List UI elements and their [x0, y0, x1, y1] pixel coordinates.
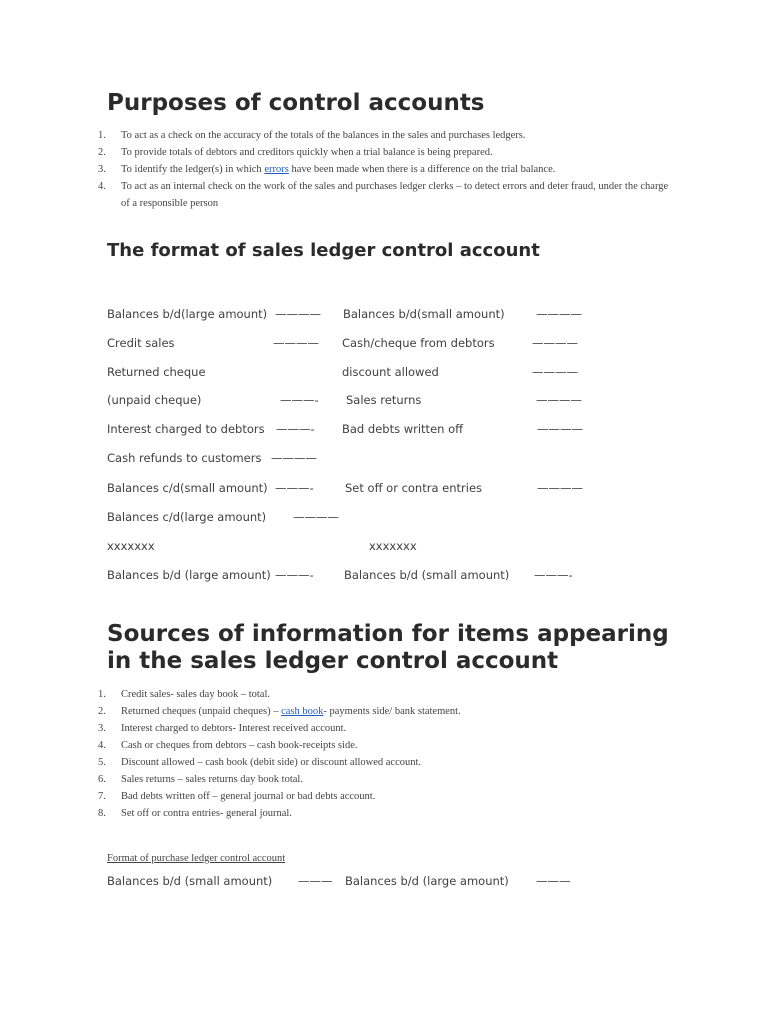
ledger-row-debit-dash: ———- [275, 481, 314, 495]
ledger-row-credit-label: Bad debts written off [342, 422, 464, 436]
list-item-text: Set off or contra entries- general journal. [121, 808, 292, 819]
ledger-row-credit-label: xxxxxxx [369, 539, 417, 553]
list-item-text: To provide totals of debtors and creditors quickly when a trial balance is being prepared. [121, 147, 493, 158]
ledger-row-credit-label: Balances b/d(small amount) [343, 307, 505, 321]
ledger-row-debit-dash: ———— [275, 307, 321, 321]
title-line-1: Sources of information for items appearing [107, 621, 669, 647]
section-title-sales-ledger-format: The format of sales ledger control account [107, 240, 540, 261]
section-title-sources [107, 621, 669, 675]
ledger-row-credit-dash: ———— [537, 481, 583, 495]
list-item: 1. Credit sales- sales day book – total. [98, 689, 271, 700]
ledger-row-debit-label: xxxxxxx [107, 539, 155, 553]
list-item: 3. To identify the ledger(s) in which errors have been made when there is a difference on the trial balance. [98, 164, 556, 175]
purchase-row-left-label: Balances b/d (small amount) [107, 874, 273, 888]
ledger-row-debit-label: Balances b/d(large amount) [107, 307, 268, 321]
ledger-row-debit-label: Balances b/d (large amount) [107, 568, 271, 582]
list-item-text: Interest charged to debtors- Interest received account. [121, 723, 347, 734]
cash-book-link[interactable]: cash book [281, 706, 324, 717]
ledger-row-debit-label: (unpaid cheque) [107, 393, 202, 407]
ledger-row-debit-dash: ———— [293, 510, 339, 524]
list-item-text: Cash or cheques from debtors – cash book-receipts side. [121, 740, 358, 751]
ledger-row-debit-dash: ———— [273, 336, 319, 350]
list-item: 7. Bad debts written off – general journal or bad debts account. [98, 791, 376, 802]
list-item: 2. To provide totals of debtors and creditors quickly when a trial balance is being prepared. [98, 147, 493, 158]
section-title-purposes: Purposes of control accounts [107, 90, 485, 116]
list-item: 1. To act as a check on the accuracy of the totals of the balances in the sales and purchases ledgers. [98, 130, 526, 141]
purchase-row-right-label: Balances b/d (large amount) [345, 874, 509, 888]
ledger-row-debit-label: Cash refunds to customers [107, 451, 262, 465]
ledger-row-debit-dash: ———- [280, 393, 319, 407]
ledger-row-credit-label: discount allowed [342, 365, 439, 379]
list-item: 3. Interest charged to debtors- Interest received account. [98, 723, 347, 734]
purposes-list [94, 127, 674, 212]
list-item-text: Credit sales- sales day book – total. [121, 689, 271, 700]
list-item-text-pre: To identify the ledger(s) in which [121, 164, 265, 175]
ledger-row-debit-label: Interest charged to debtors [107, 422, 265, 436]
ledger-row-debit-label: Returned cheque [107, 365, 206, 379]
title-line-2: in the sales ledger control account [107, 648, 559, 674]
ledger-row-credit-label: Balances b/d (small amount) [344, 568, 510, 582]
list-item-text: Sales returns – sales returns day book total. [121, 774, 303, 785]
ledger-row-credit-label: Set off or contra entries [345, 481, 483, 495]
ledger-row-credit-dash: ———— [536, 307, 582, 321]
ledger-row-debit-label: Balances c/d(small amount) [107, 481, 268, 495]
list-item: 2. Returned cheques (unpaid cheques) – cash book- payments side/ bank statement. [98, 706, 461, 717]
ledger-row-debit-dash: ———- [275, 568, 314, 582]
sources-list [94, 686, 674, 822]
purchase-ledger-caption: Format of purchase ledger control account [107, 853, 286, 864]
list-item-text: Bad debts written off – general journal or bad debts account. [121, 791, 376, 802]
ledger-row-debit-dash: ———- [276, 422, 315, 436]
list-item-text-pre: Returned cheques (unpaid cheques) – [121, 706, 282, 717]
ledger-row-credit-dash: ———— [537, 422, 583, 436]
list-item-text: To act as a check on the accuracy of the totals of the balances in the sales and purchases ledgers. [121, 130, 526, 141]
list-item: 8. Set off or contra entries- general journal. [98, 808, 292, 819]
list-item: 6. Sales returns – sales returns day book total. [98, 774, 303, 785]
list-item: 4. Cash or cheques from debtors – cash book-receipts side. [98, 740, 358, 751]
ledger-row-debit-label: Balances c/d(large amount) [107, 510, 267, 524]
errors-link[interactable]: errors [264, 164, 289, 175]
ledger-row-credit-dash: ———— [536, 393, 582, 407]
ledger-row-credit-dash: ———— [532, 365, 578, 379]
ledger-row-credit-dash: ———— [532, 336, 578, 350]
purchase-row-right-dash: ——— [536, 874, 571, 888]
ledger-row-credit-label: Cash/cheque from debtors [342, 336, 495, 350]
list-item-text-post: have been made when there is a difference on the trial balance. [288, 164, 556, 175]
list-item: 4. To act as an internal check on the work of the sales and purchases ledger clerks – to detect errors and deter fraud, under the charge of a responsible person [98, 181, 669, 209]
ledger-row-credit-dash: ———- [534, 568, 573, 582]
ledger-row-debit-dash: ———— [271, 451, 317, 465]
list-item-text: To act as an internal check on the work of the sales and purchases ledger clerks – to detect errors and deter fraud, under the charge of a responsible person [121, 181, 669, 209]
ledger-row-credit-label: Sales returns [346, 393, 422, 407]
list-item: 5. Discount allowed – cash book (debit side) or discount allowed account. [98, 757, 422, 768]
ledger-row-debit-label: Credit sales [107, 336, 175, 350]
purchase-row-left-dash: ——— [298, 874, 333, 888]
list-item-text-post: - payments side/ bank statement. [323, 706, 461, 717]
list-item-text: Discount allowed – cash book (debit side) or discount allowed account. [121, 757, 422, 768]
